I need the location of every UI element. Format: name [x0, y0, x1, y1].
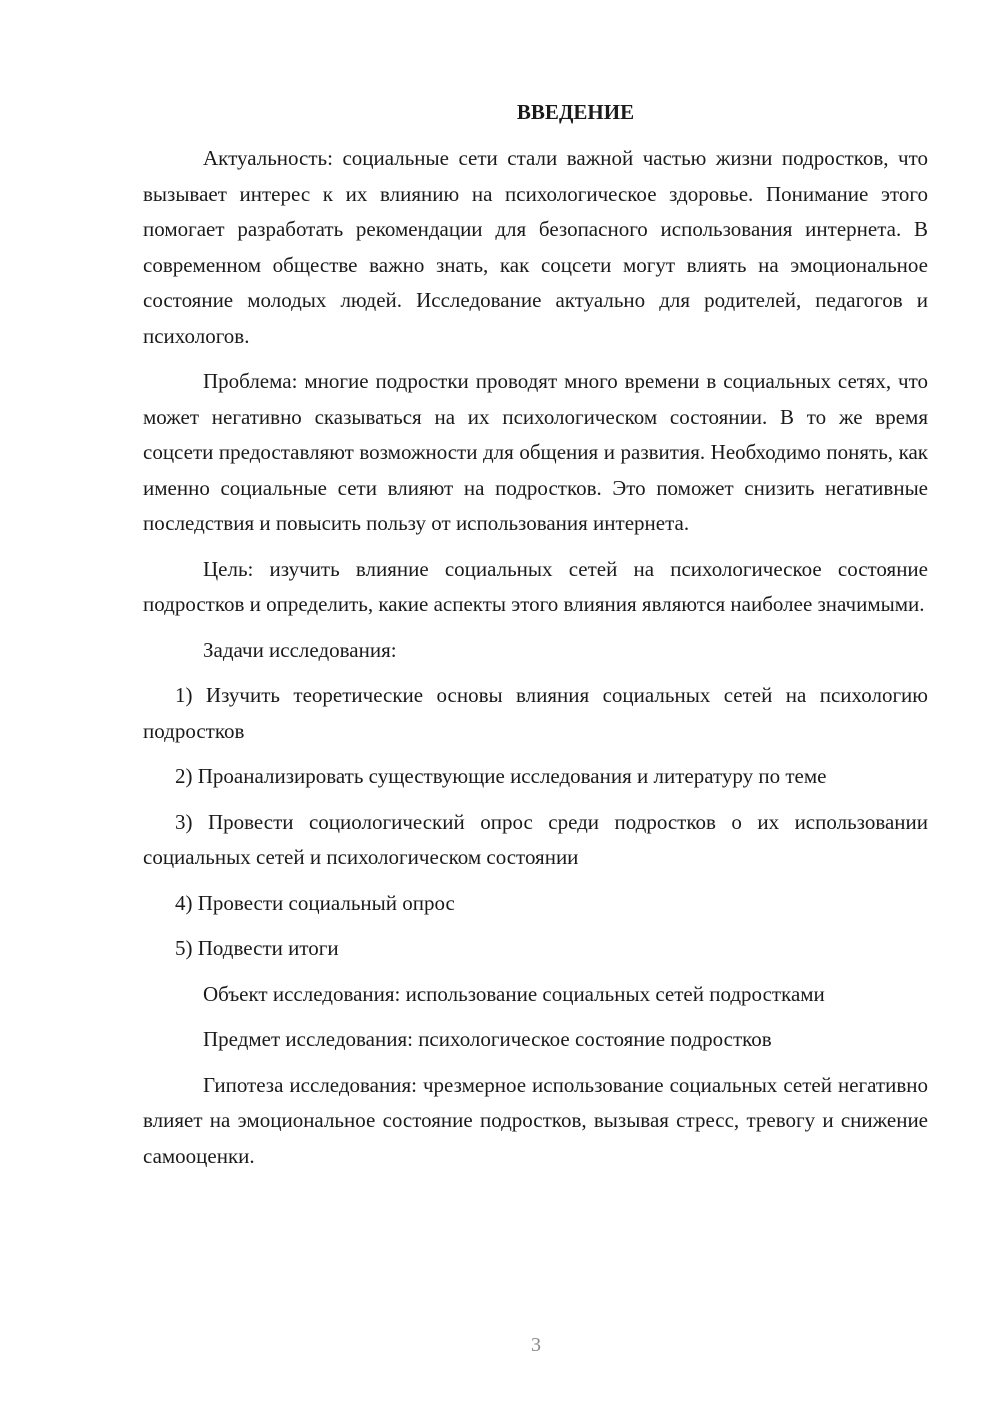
tasks-heading: Задачи исследования: — [203, 637, 397, 662]
goal-paragraph: Цель: изучить влияние социальных сетей на психологическое состояние подростков и определить, какие аспекты этого влияния являются наиболее значимыми. — [143, 556, 928, 616]
object-paragraph: Объект исследования: использование социальных сетей подростками — [203, 981, 825, 1006]
section-title: ВВЕДЕНИЕ — [516, 100, 635, 124]
hypothesis-paragraph: Гипотеза исследования: чрезмерное использование социальных сетей негативно влияет на эмоциональное состояние подростков, вызывая стресс, тревогу и снижение самооценки. — [143, 1072, 928, 1168]
page-number: 3 — [531, 1334, 541, 1356]
page-content — [143, 97, 928, 1184]
task-item-4: 4) Провести социальный опрос — [175, 890, 455, 915]
relevance-paragraph: Актуальность: социальные сети стали важной частью жизни подростков, что вызывает интерес к их влиянию на психологическое здоровье. Понимание этого помогает разработать рекомендации для безопасного использования интернета. В современном обществе важно знать, как соцсети могут влиять на эмоциональное состояние молодых людей. Исследование актуально для родителей, педагогов и психологов. — [143, 146, 928, 348]
problem-paragraph: Проблема: многие подростки проводят много времени в социальных сетях, что может негативно сказываться на их психологическом состоянии. В то же время соцсети предоставляют возможности для общения и развития. Необходимо понять, как именно социальные сети влияют на подростков. Это поможет снизить негативные последствия и повысить пользу от использования интернета. — [143, 369, 928, 535]
subject-paragraph: Предмет исследования: психологическое состояние подростков — [203, 1027, 772, 1051]
task-item-3: 3) Провести социологический опрос среди подростков о их использовании социальных сетей и психологическом состоянии — [143, 809, 928, 869]
task-item-2: 2) Проанализировать существующие исследования и литературу по теме — [175, 764, 827, 788]
task-item-1: 1) Изучить теоретические основы влияния социальных сетей на психологию подростков — [143, 683, 928, 743]
task-item-5: 5) Подвести итоги — [175, 936, 339, 960]
